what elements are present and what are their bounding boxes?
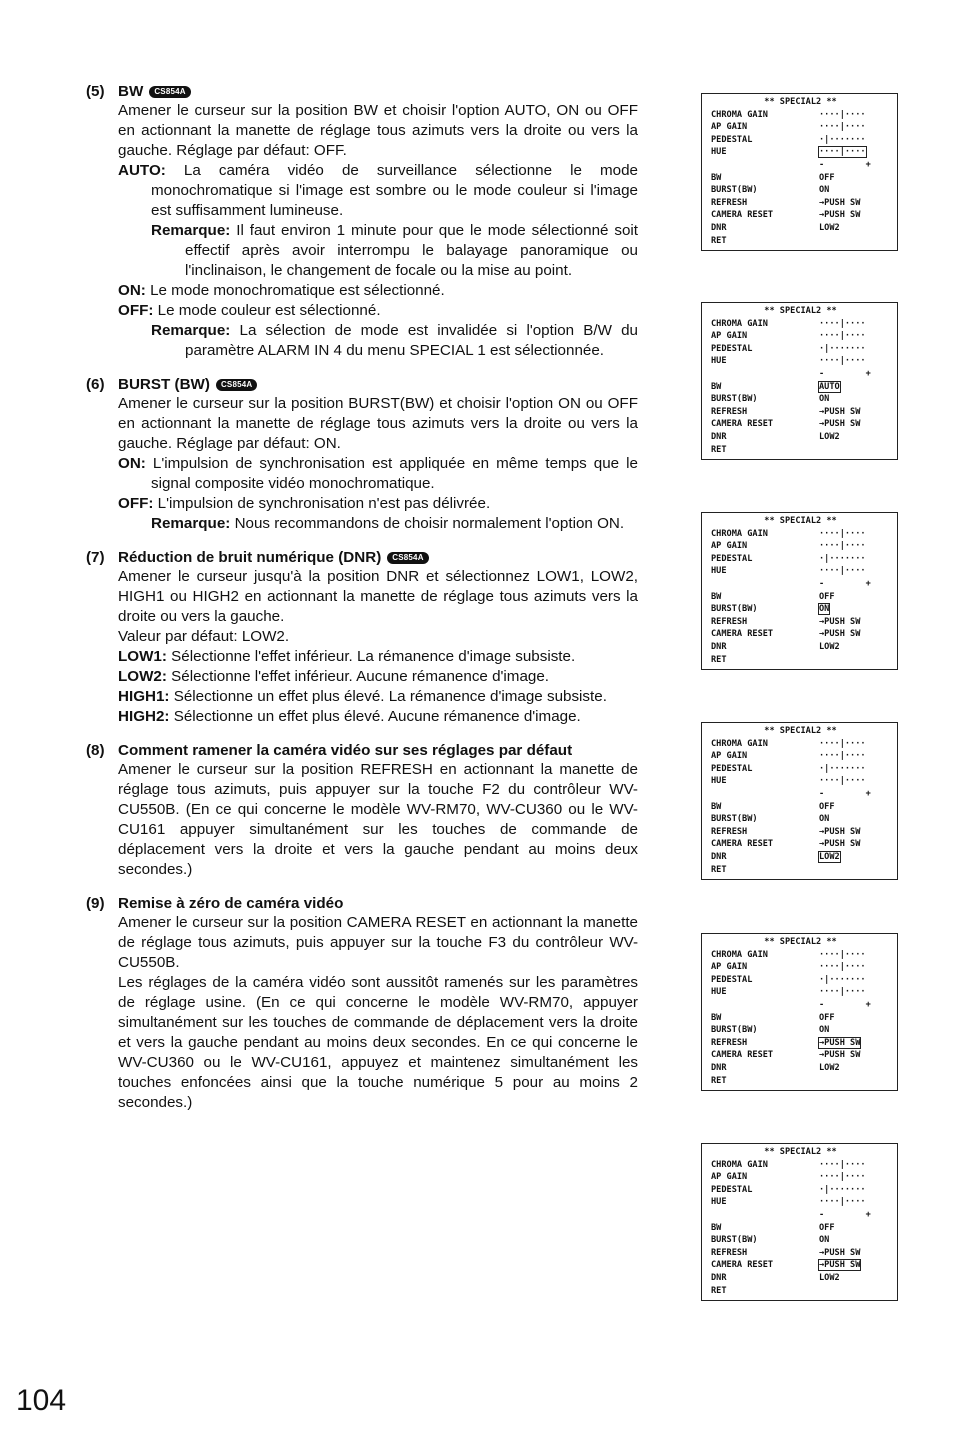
menu-row-burst (711, 393, 890, 406)
menu-slider: ····|···· (819, 776, 866, 787)
menu-label: REFRESH (711, 406, 748, 417)
section-number: (5) (86, 83, 105, 100)
menu-slider: ····|···· (819, 751, 866, 762)
menu-row-minus-plus (711, 1209, 890, 1222)
menu-slider: ····|···· (819, 541, 866, 552)
menu-row-chroma-gain (711, 318, 890, 331)
menu-value: OFF (819, 1222, 835, 1233)
menu-value: ON (819, 814, 830, 825)
menu-value: OFF (819, 1012, 835, 1023)
menu-label: BURST(BW) (711, 604, 758, 615)
menu-row-bw (711, 1222, 890, 1235)
menu-row-refresh (711, 1037, 890, 1050)
menu-row-pedestal (711, 343, 890, 356)
menu-label: PEDESTAL (711, 553, 753, 564)
term: HIGH2: (118, 708, 170, 725)
section-burst (86, 375, 638, 534)
menu-label: PEDESTAL (711, 343, 753, 354)
menu-row-dnr (711, 431, 890, 444)
menu-row-pedestal (711, 134, 890, 147)
page-number: 104 (16, 1384, 67, 1417)
menu-label: PEDESTAL (711, 134, 753, 145)
menu-slider: ·|······· (819, 553, 866, 564)
menu-value: LOW2 (819, 851, 840, 862)
minus-plus-indicator: - + (819, 578, 871, 589)
menu-row-ret (711, 1285, 890, 1298)
menu-label: REFRESH (711, 197, 748, 208)
menu-value: →PUSH SW (819, 1050, 861, 1061)
minus-plus-indicator: - + (819, 159, 871, 170)
special2-menu-screen (701, 933, 898, 1091)
menu-value: →PUSH SW (819, 419, 861, 430)
menu-label: AP GAIN (711, 962, 748, 973)
menu-value: →PUSH SW (819, 197, 861, 208)
menu-label: BURST(BW) (711, 185, 758, 196)
menu-label: REFRESH (711, 1037, 748, 1048)
menu-row-burst (711, 184, 890, 197)
definition-text: Sélectionne un effet plus élevé. Aucune rémanence d'image. (169, 708, 581, 725)
menu-slider: ····|···· (819, 528, 866, 539)
menu-row-dnr (711, 222, 890, 235)
menu-row-hue (711, 775, 890, 788)
menu-label: HUE (711, 1197, 727, 1208)
menu-row-ap-gain (711, 750, 890, 763)
menu-label: CHROMA GAIN (711, 318, 768, 329)
definition-high2 (118, 707, 638, 727)
menu-slider: ····|···· (819, 356, 866, 367)
menu-row-refresh (711, 1247, 890, 1260)
term: LOW1: (118, 648, 167, 665)
menu-row-ret (711, 235, 890, 248)
menu-label: RET (711, 654, 727, 665)
menu-label: RET (711, 1285, 727, 1296)
menu-row-refresh (711, 197, 890, 210)
menu-label: CHROMA GAIN (711, 949, 768, 960)
menu-label: PEDESTAL (711, 763, 753, 774)
menu-row-camera-reset (711, 1049, 890, 1062)
menu-slider: ·|······· (819, 1184, 866, 1195)
section-number: (8) (86, 742, 105, 759)
menu-row-burst (711, 603, 890, 616)
menu-row-hue (711, 1196, 890, 1209)
definition-text: L'impulsion de synchronisation est appliquée en même temps que le signal composite vidéo monochromatique. (145, 455, 638, 492)
menu-row-dnr (711, 1272, 890, 1285)
section-title: BURST (BW) (118, 376, 210, 393)
menu-row-chroma-gain (711, 949, 890, 962)
definition-on (118, 281, 638, 301)
menu-row-pedestal (711, 1184, 890, 1197)
menu-label: AP GAIN (711, 751, 748, 762)
menu-row-pedestal (711, 974, 890, 987)
menu-value: →PUSH SW (819, 210, 861, 221)
menu-slider: ····|···· (819, 566, 866, 577)
menu-slider: ·|······· (819, 974, 866, 985)
menu-value: LOW2 (819, 641, 840, 652)
menu-slider: ····|···· (819, 949, 866, 960)
menu-label: BW (711, 1012, 722, 1023)
menu-value: ON (819, 1025, 830, 1036)
menu-value: →PUSH SW (819, 616, 861, 627)
remark-label: Remarque: (151, 515, 231, 532)
text-column (86, 82, 638, 1127)
menu-value: ON (819, 394, 830, 405)
menu-row-ap-gain (711, 330, 890, 343)
menu-row-hue (711, 355, 890, 368)
menu-label: AP GAIN (711, 331, 748, 342)
menu-value: OFF (819, 801, 835, 812)
menu-title: ** SPECIAL2 ** (764, 97, 837, 107)
remark-label: Remarque: (151, 322, 231, 339)
minus-plus-indicator: - + (819, 999, 871, 1010)
menu-row-refresh (711, 826, 890, 839)
minus-plus-indicator: - + (819, 1209, 871, 1220)
remark-label: Remarque: (151, 222, 231, 239)
menu-value: →PUSH SW (819, 839, 861, 850)
paragraph: Amener le curseur sur la position REFRESH en actionnant la manette de réglage tous azimuts, puis appuyer sur la touche F2 du contrôleur WV-CU550B. (En ce qui concerne le modèle WV-RM70, WV-CU360 ou le WV-CU161 appuyer simultanément sur les touches de commande de déplacement vers la droite et vers la gauche pendant au moins deux secondes.) (118, 761, 638, 878)
section-title: Remise à zéro de caméra vidéo (118, 895, 344, 912)
section-heading (86, 741, 638, 760)
cs854a-badge: CS854A (149, 86, 190, 98)
menu-value: ON (819, 185, 830, 196)
term: OFF: (118, 302, 154, 319)
menu-row-pedestal (711, 763, 890, 776)
menu-label: DNR (711, 851, 727, 862)
menu-title: ** SPECIAL2 ** (764, 726, 837, 736)
menu-label: DNR (711, 431, 727, 442)
menu-slider: ····|···· (819, 1172, 866, 1183)
menu-row-bw (711, 381, 890, 394)
paragraph: Amener le curseur jusqu'à la position DNR et sélectionnez LOW1, LOW2, HIGH1 ou HIGH2 en actionnant la manette de réglage tous azimuts vers la droite ou vers la gauche. (118, 568, 638, 625)
menu-slider: ····|···· (819, 1159, 866, 1170)
menu-value: OFF (819, 172, 835, 183)
menu-label: HUE (711, 356, 727, 367)
section-heading (86, 894, 638, 913)
section-title: BW (118, 83, 144, 100)
menu-row-minus-plus (711, 368, 890, 381)
section-title: Comment ramener la caméra vidéo sur ses réglages par défaut (118, 742, 573, 759)
default-value: Valeur par défaut: LOW2. (118, 628, 290, 645)
menu-value: →PUSH SW (819, 1260, 861, 1271)
menu-row-ret (711, 864, 890, 877)
menu-label: REFRESH (711, 616, 748, 627)
menu-row-dnr (711, 641, 890, 654)
menu-label: BW (711, 801, 722, 812)
menu-label: RET (711, 1075, 727, 1086)
paragraph: Amener le curseur sur la position BW et choisir l'option AUTO, ON ou OFF en actionnant la manette de réglage tous azimuts vers la droite ou vers la gauche. Réglage par défaut: OFF. (118, 102, 638, 159)
menu-label: BW (711, 172, 722, 183)
special2-menu-screen (701, 1143, 898, 1301)
definition-low1 (118, 647, 638, 667)
menu-row-ap-gain (711, 540, 890, 553)
menu-row-camera-reset (711, 209, 890, 222)
definition-text: Sélectionne un effet plus élevé. La rémanence d'image subsiste. (169, 688, 607, 705)
section-dnr (86, 548, 638, 727)
menu-row-bw (711, 591, 890, 604)
menu-slider: ·|······· (819, 763, 866, 774)
definition-high1 (118, 687, 638, 707)
term: ON: (118, 455, 146, 472)
paragraph: Amener le curseur sur la position BURST(BW) et choisir l'option ON ou OFF en actionnant la manette de réglage tous azimuts vers la droite ou vers la gauche. Réglage par défaut: ON. (118, 395, 638, 452)
definition-text: Sélectionne l'effet inférieur. La rémanence d'image subsiste. (166, 648, 576, 665)
menu-row-chroma-gain (711, 1159, 890, 1172)
menu-label: BURST(BW) (711, 814, 758, 825)
menu-label: DNR (711, 1272, 727, 1283)
section-number: (6) (86, 376, 105, 393)
menu-value: →PUSH SW (819, 826, 861, 837)
menu-label: CAMERA RESET (711, 210, 774, 221)
menu-slider: ·|······· (819, 134, 866, 145)
menu-label: HUE (711, 987, 727, 998)
menu-slider: ····|···· (819, 122, 866, 133)
menu-value: ON (819, 1235, 830, 1246)
menu-label: BURST(BW) (711, 1235, 758, 1246)
definition-off (118, 301, 638, 321)
menu-row-camera-reset (711, 838, 890, 851)
minus-plus-indicator: - + (819, 368, 871, 379)
menu-row-bw (711, 1012, 890, 1025)
menu-title: ** SPECIAL2 ** (764, 306, 837, 316)
menu-label: CHROMA GAIN (711, 1159, 768, 1170)
menu-label: AP GAIN (711, 1172, 748, 1183)
menu-label: DNR (711, 222, 727, 233)
menu-row-ret (711, 654, 890, 667)
cs854a-badge: CS854A (216, 379, 257, 391)
menu-label: AP GAIN (711, 541, 748, 552)
menu-row-ret (711, 444, 890, 457)
menu-slider: ·|······· (819, 343, 866, 354)
menu-label: CAMERA RESET (711, 1050, 774, 1061)
definition-text: Le mode monochromatique est sélectionné. (145, 282, 445, 299)
menu-row-burst (711, 813, 890, 826)
menu-row-camera-reset (711, 418, 890, 431)
term: OFF: (118, 495, 154, 512)
menu-row-refresh (711, 406, 890, 419)
remark-text: Il faut environ 1 minute pour que le mode sélectionné soit effectif après avoir interrompu le balayage panoramique ou l'inclinaison, le changement de focale ou la mise au point. (185, 222, 638, 279)
remark (151, 514, 638, 534)
menu-row-minus-plus (711, 788, 890, 801)
menu-row-dnr (711, 1062, 890, 1075)
section-camera-reset (86, 894, 638, 1113)
menu-slider: ····|···· (819, 109, 866, 120)
menu-label: BW (711, 381, 722, 392)
remark (151, 221, 638, 281)
menu-label: BW (711, 591, 722, 602)
menu-label: CHROMA GAIN (711, 109, 768, 120)
menu-label: REFRESH (711, 826, 748, 837)
menu-row-camera-reset (711, 1259, 890, 1272)
term: ON: (118, 282, 146, 299)
definition-off (118, 494, 638, 514)
menu-label: DNR (711, 1062, 727, 1073)
section-heading (86, 82, 638, 101)
definition-text: L'impulsion de synchronisation n'est pas délivrée. (153, 495, 491, 512)
term: HIGH1: (118, 688, 170, 705)
menu-row-ret (711, 1075, 890, 1088)
menu-row-burst (711, 1234, 890, 1247)
remark-text: La sélection de mode est invalidée si l'option B/W du paramètre ALARM IN 4 du menu SPECIAL 1 est sélectionnée. (185, 322, 638, 359)
menu-label: RET (711, 235, 727, 246)
menu-value: →PUSH SW (819, 629, 861, 640)
special2-menu-screen (701, 722, 898, 880)
menu-row-hue (711, 565, 890, 578)
definition-text: La caméra vidéo de surveillance sélectionne le mode monochromatique si l'image est sombre ou le mode couleur si l'image est suffisamment lumineuse. (151, 162, 638, 219)
menu-value: AUTO (819, 381, 840, 392)
definition-low2 (118, 667, 638, 687)
minus-plus-indicator: - + (819, 788, 871, 799)
menu-slider: ····|···· (819, 331, 866, 342)
section-number: (7) (86, 549, 105, 566)
menu-label: BW (711, 1222, 722, 1233)
menu-row-minus-plus (711, 999, 890, 1012)
menu-value: LOW2 (819, 1062, 840, 1073)
menu-row-chroma-gain (711, 738, 890, 751)
menu-label: CAMERA RESET (711, 1260, 774, 1271)
menu-title: ** SPECIAL2 ** (764, 516, 837, 526)
menu-slider: ····|···· (819, 1197, 866, 1208)
menu-label: PEDESTAL (711, 974, 753, 985)
menu-slider: ····|···· (819, 987, 866, 998)
remark (151, 321, 638, 361)
menu-label: CHROMA GAIN (711, 528, 768, 539)
menu-label: BURST(BW) (711, 394, 758, 405)
menu-value: LOW2 (819, 431, 840, 442)
menu-label: CHROMA GAIN (711, 738, 768, 749)
special2-menu-screen (701, 93, 898, 251)
menu-slider: ····|···· (819, 318, 866, 329)
term: AUTO: (118, 162, 166, 179)
paragraph: Les réglages de la caméra vidéo sont aussitôt ramenés sur les paramètres de réglage usine. (En ce qui concerne le modèle WV-RM70, appuyer simultanément sur les touches de commande de déplacement vers la droite et vers la gauche pendant au moins deux secondes. En ce qui concerne le WV-CU360 ou le WV-CU161, appuyez et maintenez simultanément les touches enfoncées ainsi que la touche numérique 5 pour au moins 2 secondes.) (118, 974, 638, 1111)
menu-row-hue (711, 146, 890, 159)
menu-row-bw (711, 801, 890, 814)
menu-row-pedestal (711, 553, 890, 566)
menu-label: RET (711, 444, 727, 455)
menu-slider: ····|···· (819, 738, 866, 749)
menu-label: HUE (711, 776, 727, 787)
menu-row-minus-plus (711, 578, 890, 591)
special2-menu-screen (701, 512, 898, 670)
menu-label: PEDESTAL (711, 1184, 753, 1195)
definition-text: Le mode couleur est sélectionné. (153, 302, 381, 319)
menu-row-hue (711, 986, 890, 999)
cs854a-badge: CS854A (387, 552, 428, 564)
menu-value: LOW2 (819, 222, 840, 233)
menu-label: CAMERA RESET (711, 419, 774, 430)
menu-label: CAMERA RESET (711, 629, 774, 640)
definition-auto (118, 161, 638, 221)
menu-label: REFRESH (711, 1247, 748, 1258)
menu-row-camera-reset (711, 628, 890, 641)
section-heading (86, 375, 638, 394)
menu-value: OFF (819, 591, 835, 602)
menu-value: →PUSH SW (819, 1037, 861, 1048)
menu-row-chroma-gain (711, 528, 890, 541)
menu-label: HUE (711, 147, 727, 158)
menu-label: BURST(BW) (711, 1025, 758, 1036)
paragraph: Amener le curseur sur la position CAMERA RESET en actionnant la manette de réglage tous azimuts, puis appuyer sur la touche F3 du contrôleur WV-CU550B. (118, 914, 638, 971)
menu-label: DNR (711, 641, 727, 652)
section-bw (86, 82, 638, 361)
menu-value: →PUSH SW (819, 406, 861, 417)
menu-title: ** SPECIAL2 ** (764, 937, 837, 947)
menu-value: ON (819, 604, 830, 615)
menu-row-minus-plus (711, 159, 890, 172)
menu-row-refresh (711, 616, 890, 629)
term: LOW2: (118, 668, 167, 685)
menu-row-ap-gain (711, 961, 890, 974)
menu-title: ** SPECIAL2 ** (764, 1147, 837, 1157)
menu-value: →PUSH SW (819, 1247, 861, 1258)
menu-row-ap-gain (711, 121, 890, 134)
menu-value: LOW2 (819, 1272, 840, 1283)
menu-slider: ····|···· (819, 962, 866, 973)
menu-label: HUE (711, 566, 727, 577)
definition-on (118, 454, 638, 494)
menu-row-ap-gain (711, 1171, 890, 1184)
remark-text: Nous recommandons de choisir normalement l'option ON. (230, 515, 625, 532)
menu-row-chroma-gain (711, 109, 890, 122)
menu-row-bw (711, 172, 890, 185)
section-title: Réduction de bruit numérique (DNR) (118, 549, 382, 566)
special2-menu-screen (701, 302, 898, 460)
menu-row-burst (711, 1024, 890, 1037)
section-number: (9) (86, 895, 105, 912)
section-heading (86, 548, 638, 567)
menu-label: AP GAIN (711, 122, 748, 133)
section-refresh (86, 741, 638, 880)
menu-row-dnr (711, 851, 890, 864)
menu-slider: ····|···· (819, 147, 866, 158)
definition-text: Sélectionne l'effet inférieur. Aucune rémanence d'image. (166, 668, 550, 685)
menu-label: CAMERA RESET (711, 839, 774, 850)
menu-label: RET (711, 864, 727, 875)
